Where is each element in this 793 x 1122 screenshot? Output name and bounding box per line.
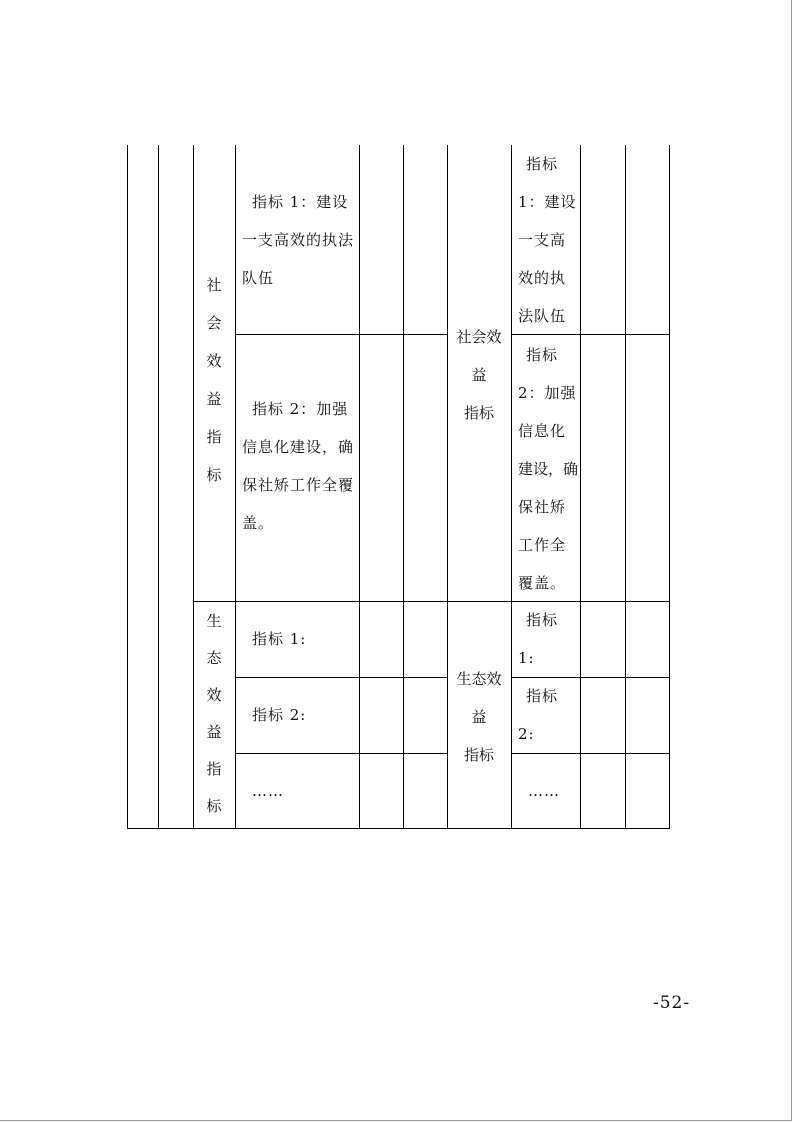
social-category-label-right: 社会效 益 指标	[456, 328, 502, 422]
grid-h-eco-top	[193, 601, 670, 602]
grid-h-eco-2-left	[235, 753, 447, 754]
grid-v-2	[158, 145, 159, 828]
page-number: -52-	[653, 993, 691, 1013]
grid-v-1	[127, 145, 128, 828]
grid-v-5	[359, 145, 360, 828]
grid-v-6	[403, 145, 404, 828]
social-indicator-1: 指标 1：建设一支高效的执法队伍	[242, 193, 355, 287]
eco-more: ……	[252, 782, 284, 800]
eco-more-right: ……	[528, 782, 560, 800]
grid-v-10	[625, 145, 626, 828]
grid-v-8	[511, 145, 512, 828]
grid-h-eco-1-left	[235, 677, 447, 678]
eco-indicator-1-right: 指标 1:	[518, 611, 559, 667]
eco-category-label: 生 态 效 益 指 标	[206, 612, 222, 815]
grid-v-9	[580, 145, 581, 828]
social-indicator-1-right: 指标 1：建设 一支高 效的执 法队伍	[518, 155, 577, 325]
eco-indicator-2-right: 指标 2:	[518, 687, 559, 743]
eco-indicator-1: 指标 1:	[252, 630, 307, 648]
grid-h-bottom	[127, 828, 670, 829]
grid-v-4	[235, 145, 236, 828]
grid-h-eco-2-right	[511, 753, 670, 754]
social-indicator-2: 指标 2：加强信息化建设，确保社矫工作全覆盖。	[242, 400, 355, 532]
grid-h-social-mid-left	[235, 334, 447, 335]
eco-category-label-right: 生态效 益 指标	[456, 670, 502, 764]
social-category-label: 社 会 效 益 指 标	[206, 276, 222, 484]
social-indicator-2-right: 指标 2：加强 信息化 建设，确 保社矫 工作全 覆盖。	[518, 346, 579, 592]
grid-v-11	[669, 145, 670, 828]
eco-indicator-2: 指标 2:	[252, 706, 307, 724]
